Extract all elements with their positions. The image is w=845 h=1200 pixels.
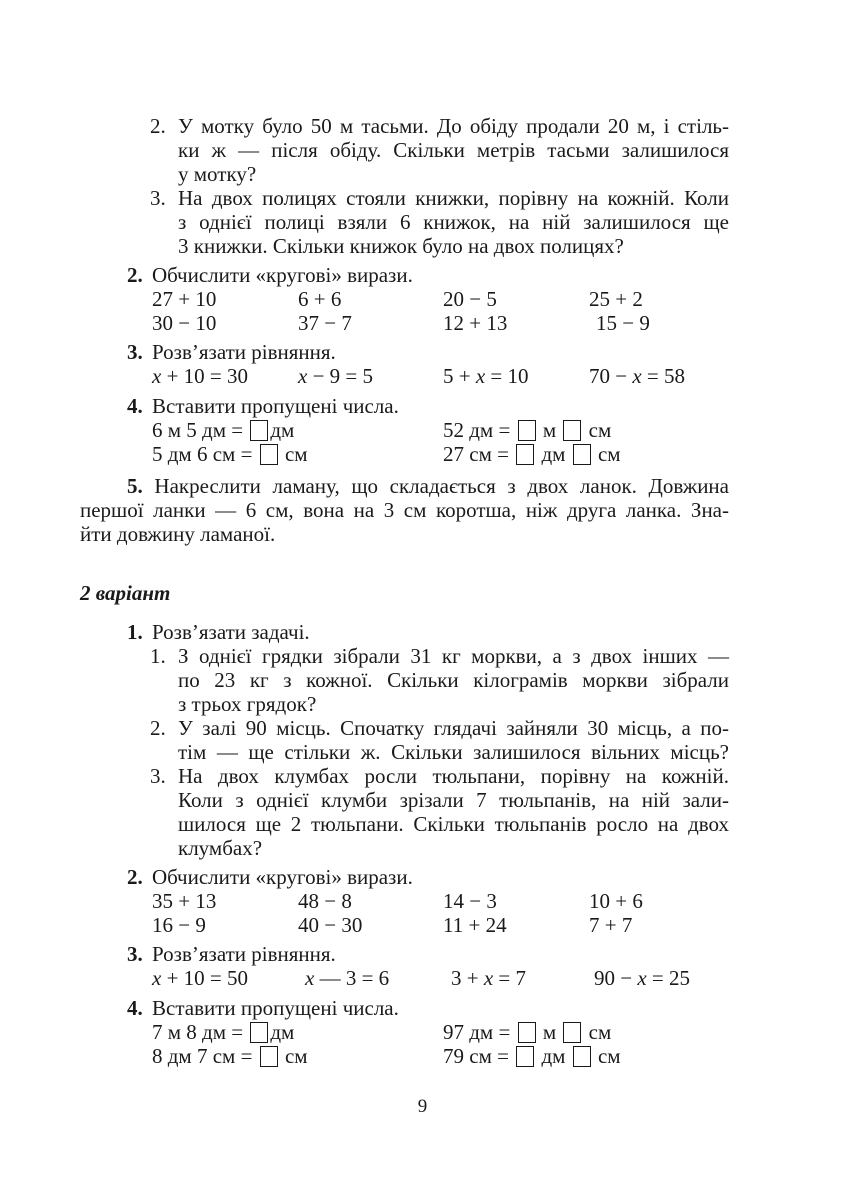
expression: 20 − 5 xyxy=(443,287,497,311)
expression: 11 + 24 xyxy=(443,913,507,937)
problem-text-line: 3 книжки. Скільки книжок було на двох полицях? xyxy=(178,234,624,258)
problem-text-line: клумбах? xyxy=(178,836,263,860)
task-number: 3. xyxy=(127,942,143,966)
expression: 12 + 13 xyxy=(443,311,508,335)
task-number: 4. xyxy=(127,394,143,418)
problem-text-line: шилося ще 2 тюльпани. Скільки тюльпанів росло на двох xyxy=(178,812,729,836)
expression: 16 − 9 xyxy=(152,913,206,937)
task-text-line: йти довжину ламаної. xyxy=(80,522,276,546)
answer-box[interactable] xyxy=(518,1022,536,1043)
task-title: Розв’язати рівняння. xyxy=(152,942,336,966)
page-number: 9 xyxy=(417,1096,428,1117)
answer-box[interactable] xyxy=(573,1046,591,1067)
problem-text-line: Коли з однієї клумби зрізали 7 тюльпанів, на ній зали- xyxy=(178,788,729,812)
task-title: Вставити пропущені числа. xyxy=(152,996,399,1020)
fill-in-row: 5 дм 6 см = см xyxy=(152,442,308,466)
answer-box[interactable] xyxy=(563,420,581,441)
problem-text-line: з трьох грядок? xyxy=(178,692,317,716)
fill-in-row: 27 см = дм см xyxy=(443,442,621,466)
expression: 10 + 6 xyxy=(589,889,643,913)
expression: 37 − 7 xyxy=(298,311,352,335)
problem-text-line: У залі 90 місць. Спочатку глядачі зайняли 30 місць, а по- xyxy=(178,716,729,740)
fill-in-row: 79 см = дм см xyxy=(443,1044,621,1068)
task-title: Розв’язати задачі. xyxy=(152,620,310,644)
problem-text-line: На двох полицях стояли книжки, порівну на кожній. Коли xyxy=(178,186,729,210)
answer-box[interactable] xyxy=(516,1046,534,1067)
answer-box[interactable] xyxy=(260,1046,278,1067)
problem-number: 3. xyxy=(150,764,166,788)
equation: 5 + x = 10 xyxy=(443,364,529,388)
answer-box[interactable] xyxy=(563,1022,581,1043)
problem-number: 2. xyxy=(150,716,166,740)
task-title: Обчислити «кругові» вирази. xyxy=(152,865,413,889)
equation: x — 3 = 6 xyxy=(305,966,390,990)
equation: 3 + x = 7 xyxy=(451,966,527,990)
task-number: 2. xyxy=(127,263,143,287)
problem-text-line: по 23 кг з кожної. Скільки кілограмів моркви зібрали xyxy=(178,668,729,692)
fill-in-row: 52 дм = м см xyxy=(443,418,612,442)
task-number: 3. xyxy=(127,340,143,364)
answer-box[interactable] xyxy=(250,420,268,441)
answer-box[interactable] xyxy=(250,1022,268,1043)
fill-in-row: 8 дм 7 см = см xyxy=(152,1044,308,1068)
fill-in-row: 6 м 5 дм = дм xyxy=(152,418,295,442)
expression: 35 + 13 xyxy=(152,889,217,913)
answer-box[interactable] xyxy=(260,444,278,465)
equation: x + 10 = 30 xyxy=(152,364,249,388)
expression: 25 + 2 xyxy=(589,287,643,311)
equation: 70 − x = 58 xyxy=(589,364,686,388)
problem-text-line: У мотку було 50 м тасьми. До обіду продали 20 м, і стіль- xyxy=(178,114,729,138)
task-title: Обчислити «кругові» вирази. xyxy=(152,263,413,287)
task-title: Розв’язати рівняння. xyxy=(152,340,336,364)
task-text-line: 5. Накреслити ламану, що складається з двох ланок. Довжина xyxy=(127,474,729,498)
task-number: 4. xyxy=(127,996,143,1020)
problem-text-line: з однієї полиці взяли 6 книжок, на ній залишилося ще xyxy=(178,210,729,234)
expression: 48 − 8 xyxy=(298,889,352,913)
expression: 15 − 9 xyxy=(596,311,650,335)
problem-text-line: у мотку? xyxy=(178,162,257,186)
task-text-line: першої ланки — 6 см, вона на 3 см коротша, ніж друга ланка. Зна- xyxy=(80,498,729,522)
problem-text-line: З однієї грядки зібрали 31 кг моркви, а з двох інших — xyxy=(178,644,729,668)
variant-heading: 2 варіант xyxy=(80,581,171,605)
equation: x − 9 = 5 xyxy=(298,364,374,388)
answer-box[interactable] xyxy=(573,444,591,465)
fill-in-row: 97 дм = м см xyxy=(443,1020,612,1044)
fill-in-row: 7 м 8 дм = дм xyxy=(152,1020,295,1044)
expression: 27 + 10 xyxy=(152,287,217,311)
expression: 40 − 30 xyxy=(298,913,363,937)
problem-text-line: тім — ще стільки ж. Скільки залишилося вільних місць? xyxy=(178,740,729,764)
problem-number: 1. xyxy=(150,644,166,668)
expression: 14 − 3 xyxy=(443,889,497,913)
expression: 7 + 7 xyxy=(589,913,633,937)
expression: 6 + 6 xyxy=(298,287,342,311)
problem-number: 2. xyxy=(150,114,166,138)
problem-text-line: На двох клумбах росли тюльпани, порівну на кожній. xyxy=(178,764,729,788)
problem-number: 3. xyxy=(150,186,166,210)
expression: 30 − 10 xyxy=(152,311,217,335)
problem-text-line: ки ж — після обіду. Скільки метрів тасьми залишилося xyxy=(178,138,729,162)
task-number: 2. xyxy=(127,865,143,889)
task-number: 1. xyxy=(127,620,143,644)
answer-box[interactable] xyxy=(516,444,534,465)
answer-box[interactable] xyxy=(518,420,536,441)
task-title: Вставити пропущені числа. xyxy=(152,394,399,418)
equation: 90 − x = 25 xyxy=(594,966,691,990)
equation: x + 10 = 50 xyxy=(152,966,249,990)
